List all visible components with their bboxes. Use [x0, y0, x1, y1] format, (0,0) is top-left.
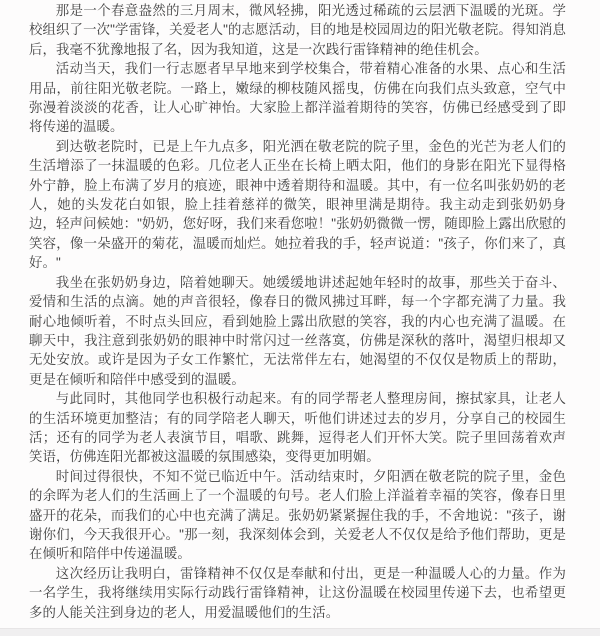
essay-paragraph-3: 到达敬老院时，已是上午九点多，阳光洒在敬老院的院子里，金色的光芒为老人们的生活增添了一抹温暖的色彩。几位老人正坐在长椅上晒太阳，他们的身影在阳光下显得格外宁静，脸上布满了岁月的痕迹，眼神中透着期待和温暖。其中，有一位名叫张奶奶的老人，她的头发花白如银，脸上挂着慈祥的微笑，眼神里满是期待。我主动走到张奶奶身边，轻声问候她："奶奶，您好呀，我们来看您啦！"张奶奶微微一愣，随即脸上露出欣慰的笑容，像一朵盛开的菊花，温暖而灿烂。她拉着我的手，轻声说道："孩子，你们来了，真好。" [29, 138, 566, 271]
essay-paragraph-7: 这次经历让我明白，雷锋精神不仅仅是奉献和付出，更是一种温暖人心的力量。作为一名学生，我将继续用实际行动践行雷锋精神，让这份温暖在校园里传递下去，也希望更多的人能关注到身边的老人，用爱温暖他们的生活。 [29, 565, 566, 620]
page-bottom-strip [0, 628, 600, 636]
essay-paragraph-5: 与此同时，其他同学也积极行动起来。有的同学帮老人整理房间，擦拭家具，让老人的生活环境更加整洁；有的同学陪老人聊天，听他们讲述过去的岁月，分享自己的校园生活；还有的同学为老人表演节目，唱歌、跳舞，逗得老人们开怀大笑。院子里回荡着欢声笑语，仿佛连阳光都被这温暖的氛围感染，变得更加明媚。 [29, 391, 566, 465]
essay-paragraph-1: 那是一个春意盎然的三月周末，微风轻拂，阳光透过稀疏的云层洒下温暖的光斑。学校组织了一次"学雷锋，关爱老人"的志愿活动，目的地是校园周边的阳光敬老院。得知消息后，我毫不犹豫地报了名，因为我知道，这是一次践行雷锋精神的绝佳机会。 [29, 3, 566, 57]
essay-paragraph-6: 时间过得很快，不知不觉已临近中午。活动结束时，夕阳洒在敬老院的院子里，金色的余晖为老人们的生活画上了一个温暖的句号。老人们脸上洋溢着幸福的笑容，像春日里盛开的花朵，而我们的心中也充满了满足。张奶奶紧紧握住我的手，不舍地说："孩子，谢谢你们，今天我很开心。"那一刻，我深刻体会到，关爱老人不仅仅是给予他们帮助，更是在倾听和陪伴中传递温暖。 [29, 468, 566, 562]
essay-paragraph-4: 我坐在张奶奶身边，陪着她聊天。她缓缓地讲述起她年轻时的故事，那些关于奋斗、爱情和生活的点滴。她的声音很轻，像春日的微风拂过耳畔，每一个字都充满了力量。我耐心地倾听着，不时点头回应，看到她脸上露出欣慰的笑容，我的内心也充满了温暖。在聊天中，我注意到张奶奶的眼神中时常闪过一丝落寞，仿佛是深秋的落叶，渴望归根却又无处安放。或许是因为子女工作繁忙，无法常伴左右，她渴望的不仅仅是物质上的帮助，更是在倾听和陪伴中感受到的温暖。 [29, 274, 566, 387]
essay-paragraph-2: 活动当天，我们一行志愿者早早地来到学校集合，带着精心准备的水果、点心和生活用品，前往阳光敬老院。一路上，嫩绿的柳枝随风摇曳，仿佛在向我们点头致意，空气中弥漫着淡淡的花香，让人心旷神怡。大家脸上都洋溢着期待的笑容，仿佛已经感受到了即将传递的温暖。 [29, 61, 566, 135]
essay-body [29, 1, 566, 622]
